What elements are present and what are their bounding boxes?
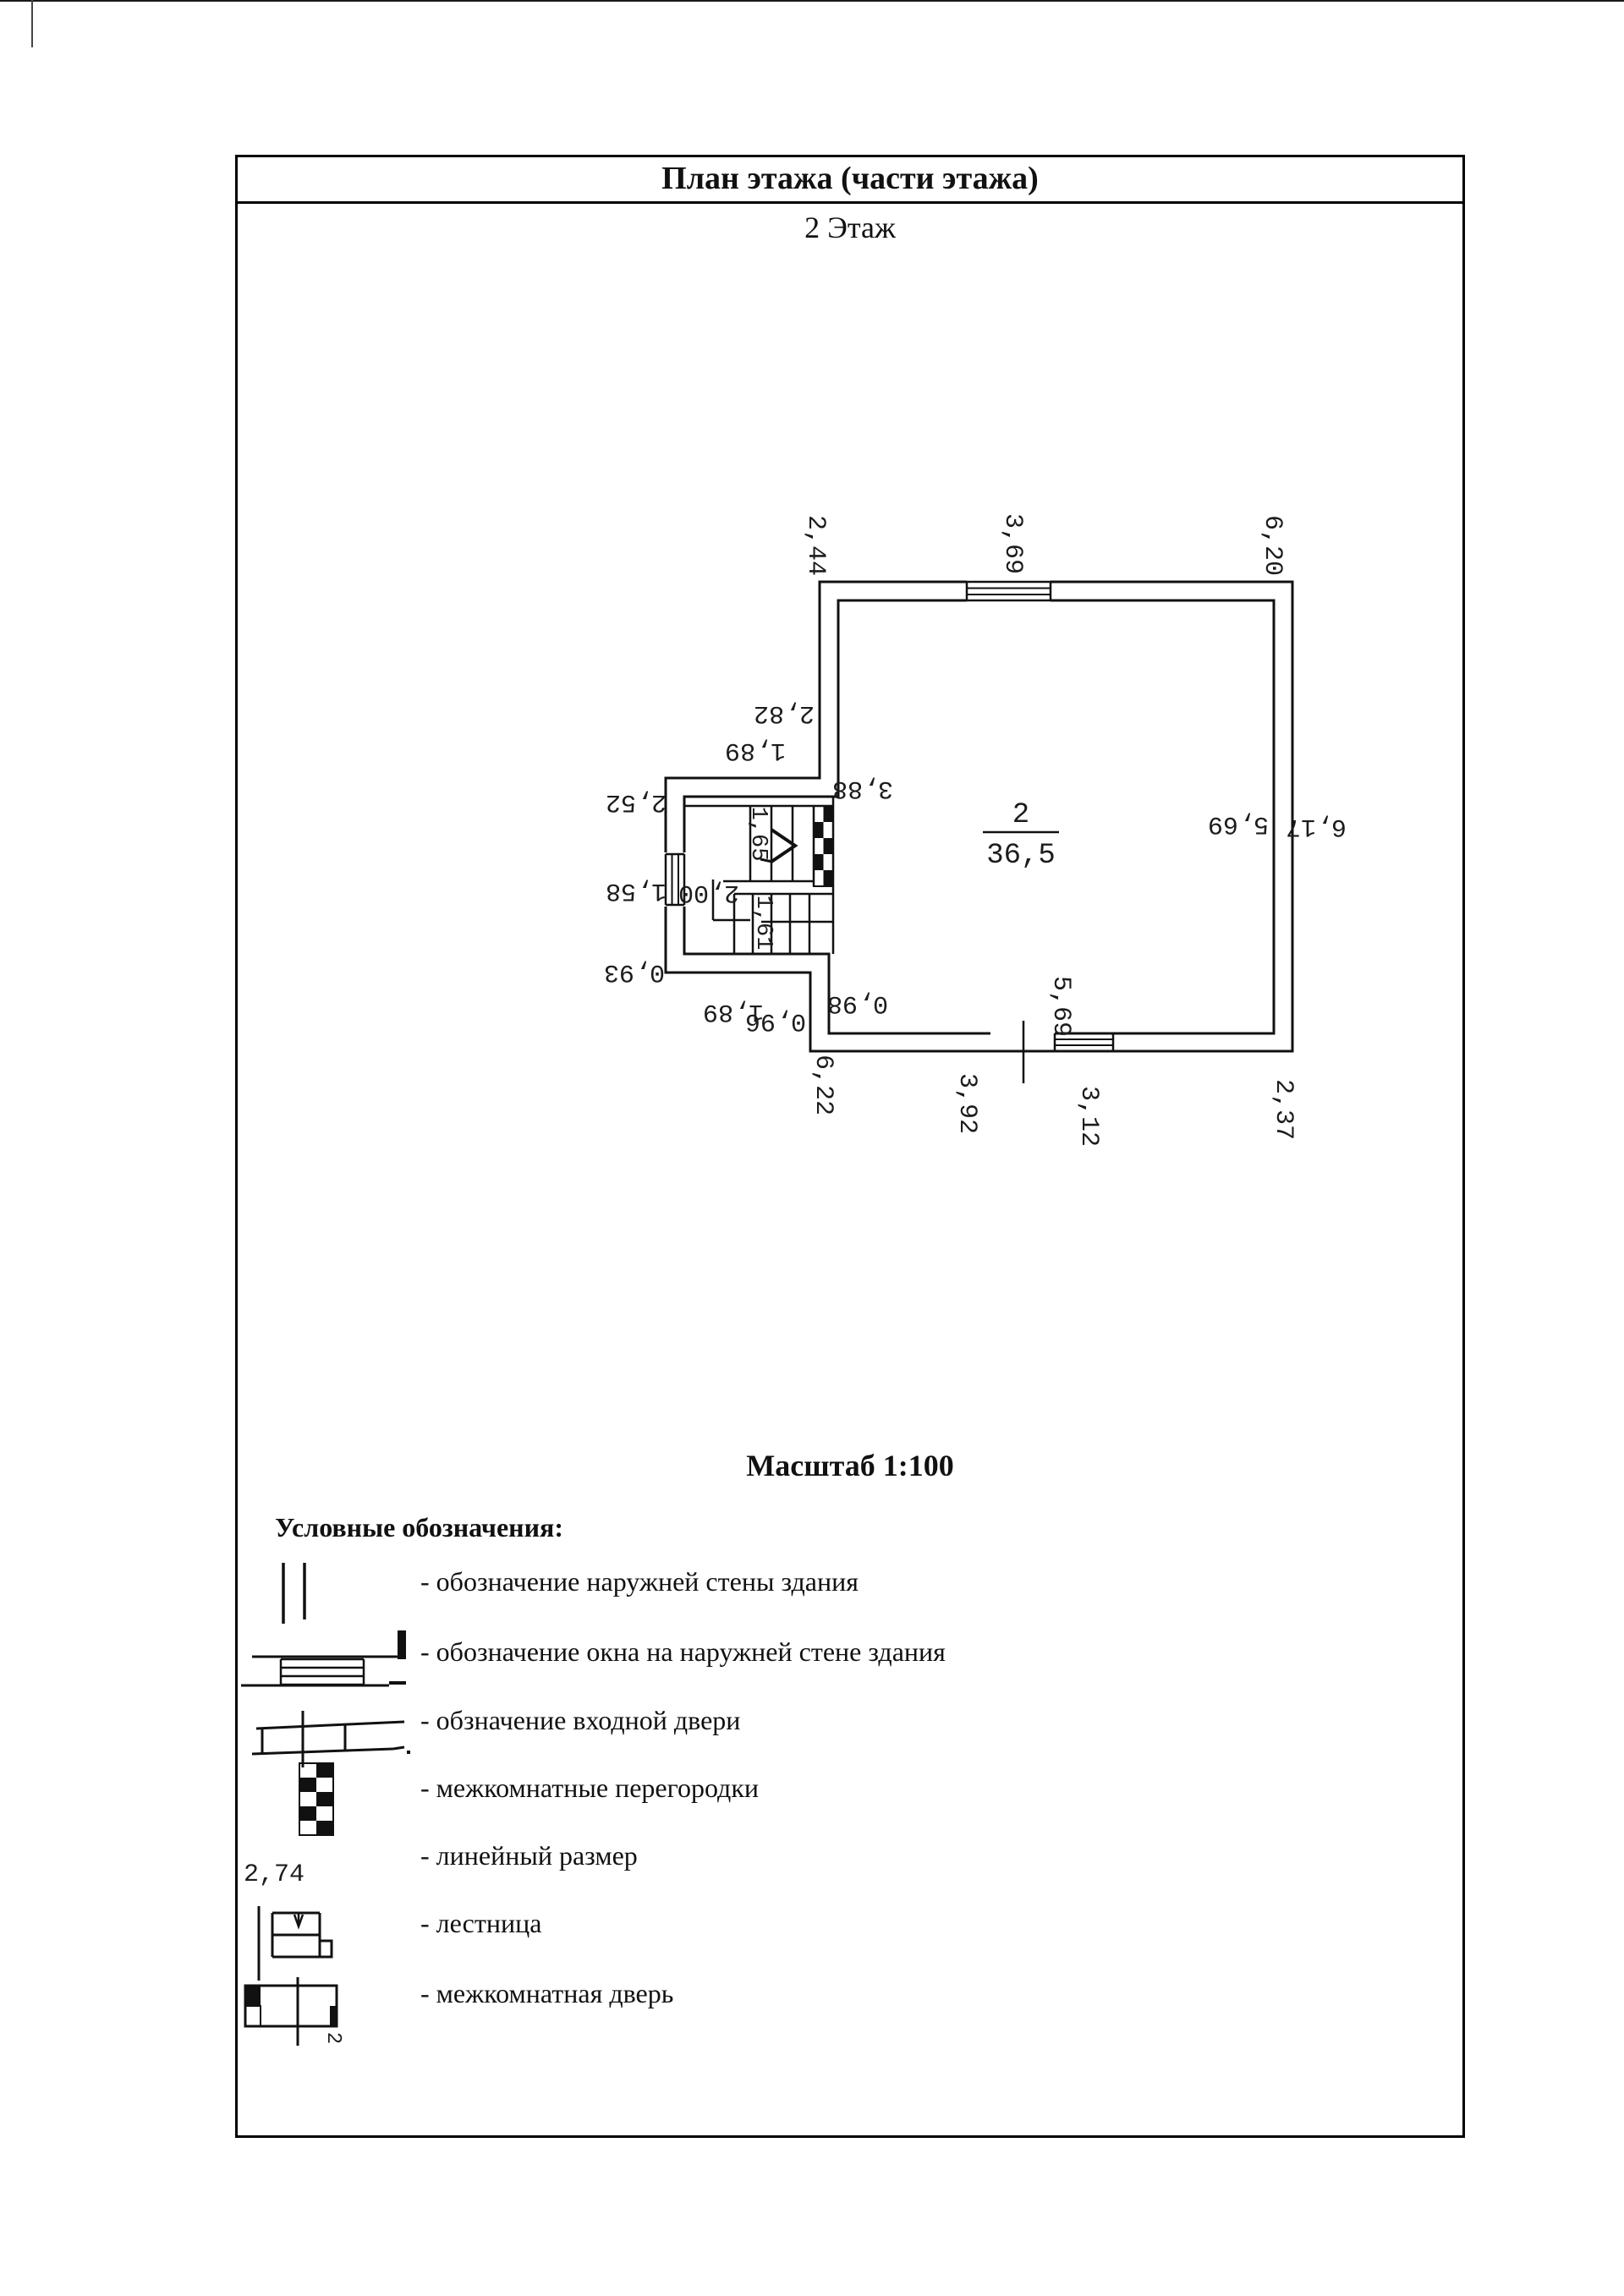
- dimension-label: 2,00: [678, 878, 740, 907]
- dimension-label: 2,44: [801, 514, 830, 577]
- floor-plan-drawing: [592, 474, 1353, 1167]
- dimension-label: 1,89: [724, 736, 787, 764]
- dimension-label: 2,52: [605, 787, 667, 816]
- legend-entrance-door-icon: [250, 1707, 419, 1770]
- dimension-label: 2,37: [1269, 1078, 1298, 1141]
- window-top: [967, 579, 1051, 603]
- dimension-label: 0,93: [603, 957, 666, 986]
- dimension-label: 3,69: [998, 512, 1027, 575]
- legend-exterior-wall-icon: [275, 1556, 326, 1628]
- legend-stairs-icon: [254, 1904, 338, 1985]
- dimension-label: 3,92: [952, 1072, 981, 1135]
- dimension-label: 3,88: [831, 774, 894, 803]
- dimension-label: 1,89: [702, 997, 765, 1026]
- room-area: 36,5: [986, 840, 1056, 872]
- dimension-label: 5,69: [1046, 975, 1075, 1038]
- legend-item-label: - межкомнатная дверь: [420, 1978, 674, 2008]
- partition-checker-strip: [814, 806, 833, 886]
- page-title-text: План этажа (части этажа): [661, 160, 1039, 196]
- legend-item-label: - обозначение окна на наружней стене здания: [420, 1636, 946, 1667]
- scan-edge-artifact: [0, 0, 1624, 2]
- legend-item-label: - лестница: [420, 1908, 542, 1938]
- page-title: [235, 155, 1465, 204]
- dimension-label: 0,96: [744, 1006, 807, 1035]
- room-label: [983, 799, 1059, 872]
- legend-item-label: - обзначение входной двери: [420, 1705, 741, 1735]
- interior-door-example: 2: [321, 2031, 344, 2045]
- legend-interior-door-icon: [242, 1975, 352, 2052]
- scale-label: Масштаб 1:100: [746, 1449, 954, 1482]
- linear-dimension-example: 2,74: [244, 1860, 305, 1889]
- dimension-label: 1,61: [750, 895, 776, 951]
- dimension-label: 5,69: [1207, 809, 1270, 838]
- legend-partition-icon: [298, 1762, 340, 1838]
- dimension-label: 1,65: [745, 806, 771, 862]
- dimension-label: 3,12: [1074, 1085, 1103, 1148]
- scan-edge-artifact: [31, 0, 33, 47]
- legend-item-label: - обозначение наружней стены здания: [420, 1566, 859, 1597]
- dimension-label: 6,22: [809, 1054, 837, 1116]
- legend-item-label: - межкомнатные перегородки: [420, 1773, 759, 1803]
- dimension-label: 0,98: [826, 989, 889, 1017]
- dimension-label: 6,20: [1258, 514, 1287, 577]
- room-number: 2: [1012, 799, 1030, 831]
- exterior-wall-inner: [684, 600, 1274, 1033]
- dimension-label: 6,17: [1285, 812, 1347, 841]
- floor-label: 2 Этаж: [804, 211, 896, 244]
- dimension-label: 1,58: [605, 876, 667, 905]
- dimension-label: 2,82: [753, 699, 815, 727]
- legend-window-icon: [239, 1629, 416, 1692]
- legend-item-label: - линейный размер: [420, 1840, 638, 1871]
- legend-heading: Условные обозначения:: [275, 1512, 563, 1543]
